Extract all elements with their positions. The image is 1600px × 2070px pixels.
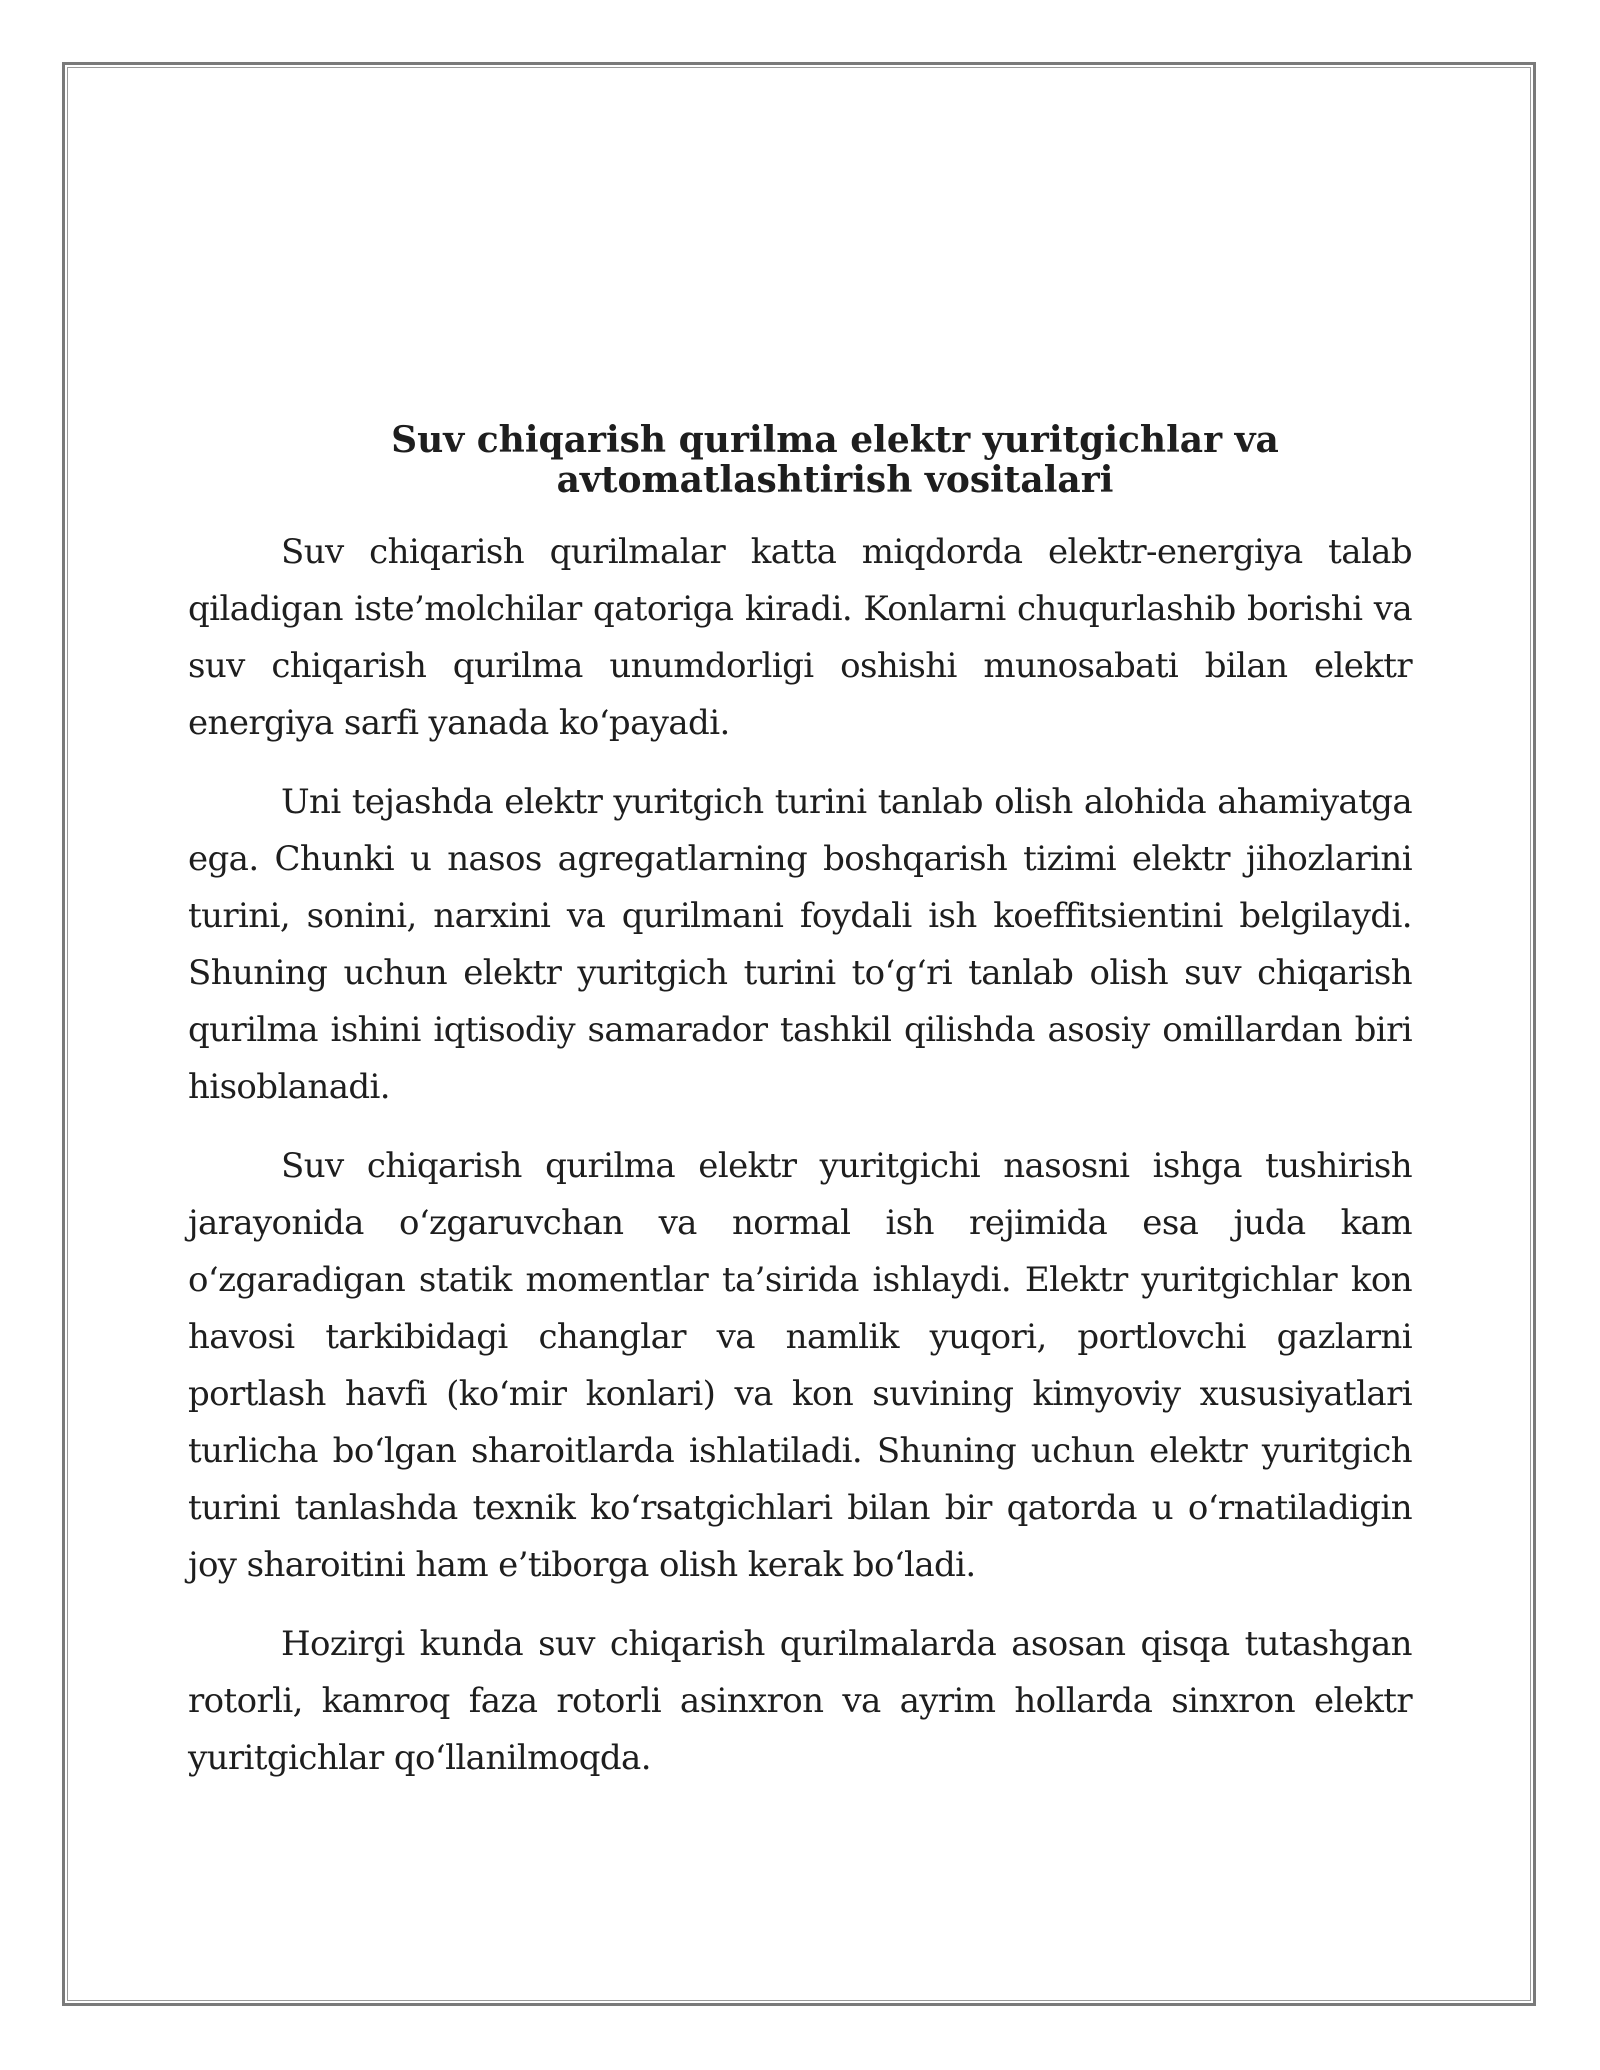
title-line-1: Suv chiqarish qurilma elektr yuritgichlar va xyxy=(391,419,1279,461)
paragraph-3: Suv chiqarish qurilma elektr yuritgichi nasosni ishga tushirish jarayonida o‘zgaruvchan va normal ish rejimida esa juda kam o‘zgaradigan statik momentlar ta’sirida ishlaydi. Elektr yuritgichlar kon havosi tarkibidagi changlar va namlik yuqori, portlovchi gazlarni portlash havfi (ko‘mir konlari) va kon suvining kimyoviy xususiyatlari turlicha bo‘lgan sharoitlarda ishlatiladi. Shuning uchun elektr yuritgich turini tanlashda texnik ko‘rsatgichlari bilan bir qatorda u o‘rnatiladigin joy sharoitini ham e’tiborga olish kerak bo‘ladi. xyxy=(188,1146,1412,1585)
paragraph-1: Suv chiqarish qurilmalar katta miqdorda elektr-energiya talab qiladigan iste’molchilar qatoriga kiradi. Konlarni chuqurlashib borishi va suv chiqarish qurilma unumdorligi oshishi munosabati bilan elektr energiya sarfi yanada ko‘payadi. xyxy=(188,532,1412,743)
document-body xyxy=(188,420,1412,1809)
paragraph-2: Uni tejashda elektr yuritgich turini tanlab olish alohida ahamiyatga ega. Chunki u nasos agregatlarning boshqarish tizimi elektr jihozlarini turini, sonini, narxini va qurilmani foydali ish koeffitsientini belgilaydi. Shuning uchun elektr yuritgich turini to‘g‘ri tanlab olish suv chiqarish qurilma ishini iqtisodiy samarador tashkil qilishda asosiy omillardan biri hisoblanadi. xyxy=(188,782,1412,1107)
document-title xyxy=(188,420,1412,500)
paragraph-4: Hozirgi kunda suv chiqarish qurilmalarda asosan qisqa tutashgan rotorli, kamroq faza rotorli asinxron va ayrim hollarda sinxron elektr yuritgichlar qo‘llanilmoqda. xyxy=(188,1624,1412,1778)
title-line-2: avtomatlashtirish vositalari xyxy=(556,459,1114,501)
